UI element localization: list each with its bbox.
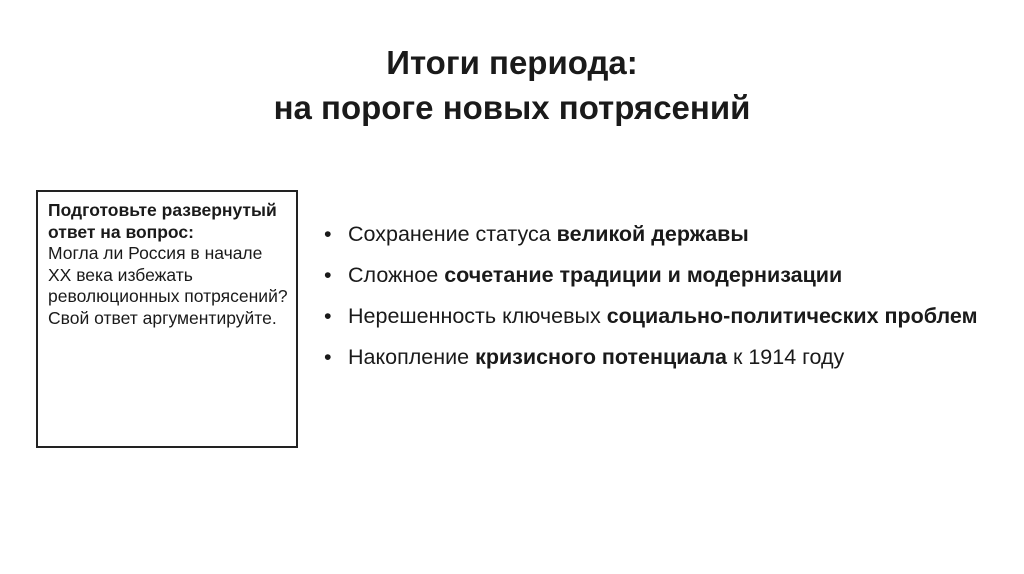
bullet-text: Сохранение статуса — [348, 222, 557, 246]
task-question: Могла ли Россия в начале XX века избежать революционных потрясений? Свой ответ аргументируйте. — [48, 243, 288, 328]
bullet-emphasis: сочетание традиции и модернизации — [444, 263, 843, 287]
bullet-item-crisis-potential — [322, 343, 1002, 371]
bullet-text-after: к 1914 году — [727, 345, 845, 369]
slide-title — [0, 40, 1024, 130]
bullet-icon: • — [324, 304, 332, 328]
bullet-text: Нерешенность ключевых — [348, 304, 607, 328]
bullet-text: Сложное — [348, 263, 445, 287]
slide-title-line-2: на пороге новых потрясений — [273, 89, 751, 126]
task-heading: Подготовьте развернутый ответ на вопрос: — [48, 200, 277, 242]
bullet-emphasis: кризисного потенциала — [475, 345, 727, 369]
bullet-icon: • — [324, 222, 332, 246]
task-box — [36, 190, 298, 448]
bullet-list — [322, 220, 1002, 384]
bullet-item-great-power — [322, 220, 1002, 248]
bullet-text: Накопление — [348, 345, 476, 369]
bullet-item-tradition-modernization — [322, 261, 1002, 289]
bullet-emphasis: социально-политических проблем — [606, 304, 978, 328]
bullet-icon: • — [324, 345, 332, 369]
bullet-item-unresolved-problems — [322, 302, 1002, 330]
slide-title-line-1: Итоги периода: — [386, 44, 638, 81]
bullet-icon: • — [324, 263, 332, 287]
bullet-emphasis: великой державы — [556, 222, 749, 246]
